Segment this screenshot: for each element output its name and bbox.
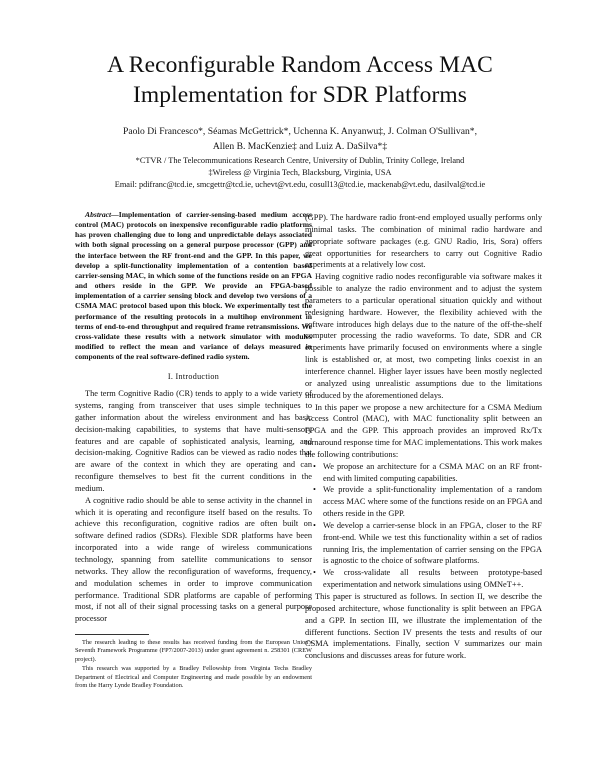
abstract <box>75 210 312 362</box>
authors-line-1: Paolo Di Francesco*, Séamas McGettrick*, Uchenna K. Anyanwu‡, J. Colman O'Sullivan*, <box>123 126 477 137</box>
right-column <box>305 212 542 662</box>
list-item: • We propose an architecture for a CSMA MAC on an RF front-end with limited computing capabilities. <box>323 461 542 485</box>
left-column <box>75 210 312 692</box>
author-emails: Email: pdifranc@tcd.ie, smcgettr@tcd.ie, uchevt@vt.edu, cosull13@tcd.ie, mackenab@vt.edu, dasilval@tcd.ie <box>114 180 486 190</box>
title-line-1: A Reconfigurable Random Access MAC <box>107 52 493 78</box>
title-line-2: Implementation for SDR Platforms <box>132 82 468 108</box>
abstract-text: —Implementation of carrier-sensing-based medium access control (MAC) protocols on inexpensive reconfigurable radio platforms has proven challenging due to long and unpredictable delays associated with both signal processing on a general purpose processor (GPP) and the interface between the RF front-end and the GPP. In this paper, we develop a split-functionality implementation of a contention based carrier-sensing MAC, in which some of the functions reside on an FPGA and others reside in the GPP. We provide an FPGA-based implementation of a carrier sensing block and develop two versions of a CSMA MAC protocol based upon this block. We experimentally test the performance of the resulting protocols in a multihop environment in terms of end-to-end throughput and required frame retransmissions. We cross-validate these results with a network simulator with modules modified to reflect the mean and variance of delays measured in components of the real software-defined radio system. <box>75 210 312 362</box>
list-item: • We provide a split-functionality implementation of a random access MAC where some of the functions reside on an FPGA and others reside in the GPP. <box>323 484 542 520</box>
paper-title <box>60 50 540 110</box>
section-heading-introduction: I. Introduction <box>167 372 220 382</box>
footnote-rule <box>75 634 149 635</box>
intro-paragraph-4: Having cognitive radio nodes reconfigurable via software makes it possible to analyze the radio environment and to adjust the system parameters to a particular operational situation quickly and without redesigning hardware. However, the flexibility achieved with the software introduces high delays due to the nature of the off-the-shelf computer processing the radio waveforms. To date, SDR and CR experiments have primarily focused on environments where a single link is established or, at most, two competing links coexist in an interference channel. Higher layer issues have been mostly neglected or analyzed using unrealistic assumptions due to the limitations introduced by the aforementioned delays. <box>305 272 542 400</box>
affiliations <box>40 155 560 192</box>
intro-paragraph-3: (GPP). The hardware radio front-end employed usually performs only minimal tasks. The combination of minimal radio hardware and appropriate software packages (e.g. GNU Radio, Iris, Sora) offers great opportunities for researchers to carry out Cognitive Radio experiments at a relatively low cost. <box>305 213 542 270</box>
footnote-fellowship: This research was supported by a Bradley Fellowship from Virginia Techs Bradley Department of Electrical and Computer Engineering and made possible by an endowment from the Harry Lynde Bradley Foundation. <box>75 665 312 690</box>
intro-paragraph-1: The term Cognitive Radio (CR) tends to apply to a wide variety of systems, ranging from transceiver that uses simple techniques to gather information about the wireless environment and has basic decision-making capabilities, to systems that have multi-sensory features and are capable of sophisticated analysis, learning, and decision-making. Cognitive Radios can be viewed as radio nodes that are aware of the context in which they are operating and can reconfigure themselves to best fit the current conditions in the medium. <box>75 389 312 493</box>
affiliation-ctvr: *CTVR / The Telecommunications Research Centre, University of Dublin, Trinity College, Ireland <box>135 156 465 165</box>
abstract-label: Abstract <box>85 210 112 219</box>
list-item: • We develop a carrier-sense block in an FPGA, closer to the RF front-end. While we test this functionality within a set of radios running Iris, the implementation of carrier sensing on the FPGA is agnostic to the choice of software platforms. <box>323 520 542 567</box>
contributions-list <box>305 461 542 591</box>
affiliation-virginia-tech: ‡Wireless @ Virginia Tech, Blacksburg, Virginia, USA <box>208 168 392 178</box>
authors-line-2: Allen B. MacKenzie‡ and Luiz A. DaSilva*‡ <box>212 141 388 152</box>
list-item: • We cross-validate all results between prototype-based experimentation and network simulations using OMNeT++. <box>323 567 542 591</box>
footnote-funding: The research leading to these results has received funding from the European Union's Seventh Framework Programme (FP7/2007-2013) under grant agreement n. 258301 (CREW project). <box>75 639 312 663</box>
author-list <box>60 124 540 154</box>
intro-paragraph-structure: This paper is structured as follows. In section II, we describe the proposed architecture, whose functionality is split between an FPGA and a GPP. In section III, we illustrate the implementation of the different functions. Section IV presents the tests and results of our CSMA implementations. Finally, section V summarizes our main conclusions and discusses areas for future work. <box>305 592 542 661</box>
intro-paragraph-5: In this paper we propose a new architecture for a CSMA Medium Access Control (MAC), with MAC functionality split between an FPGA and the GPP. This approach provides an improved Rx/Tx turnaround response time for MAC implementations. This work makes the following contributions: <box>305 402 542 459</box>
intro-paragraph-2: A cognitive radio should be able to sense activity in the channel in which it is operating and reconfigure itself based on the results. To achieve this reconfiguration, cognitive radios are often built on software defined radios (SDRs). Flexible SDR platforms have been incorporated into a wide range of wireless communications technology, spanning from satellite communications to sensor networks. They allow the reconfiguration of waveforms, frequency, and modulation schemes in order to improve communication performance. Traditional SDR platforms are capable of performing most, if not all of their signal processing tasks on a general purpose processor <box>75 495 312 624</box>
